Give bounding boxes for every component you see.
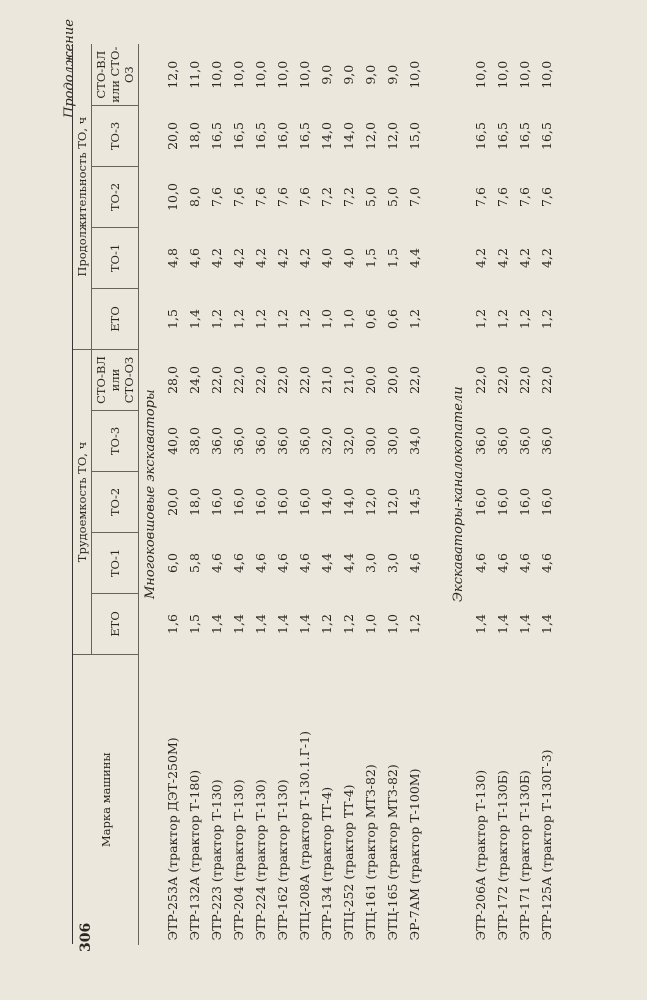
value-cell: 3,0 [362, 553, 378, 573]
value-cell: 16,0 [208, 488, 224, 516]
value-cell: 20,0 [164, 122, 180, 150]
value-cell: 14,0 [340, 488, 356, 516]
value-cell: 30,0 [362, 427, 378, 455]
value-cell: 14,0 [318, 488, 334, 516]
value-cell: 22,0 [230, 366, 246, 394]
value-cell: 1,2 [252, 309, 268, 329]
value-cell: 9,0 [362, 64, 378, 85]
value-cell: 1,0 [340, 309, 356, 329]
value-cell: 1,4 [516, 614, 532, 634]
table-row [183, 44, 205, 944]
value-cell: 36,0 [516, 427, 532, 455]
section-spacer [425, 44, 447, 944]
machine-name-cell: ЭТР-204 (трактор Т-130) [230, 779, 246, 941]
header-duration-to3: ТО-3 [92, 105, 139, 166]
value-cell: 4,6 [230, 553, 246, 573]
value-cell: 38,0 [186, 427, 202, 455]
value-cell: 10,0 [230, 60, 246, 89]
value-cell: 12,0 [384, 122, 400, 150]
value-cell: 1,2 [230, 309, 246, 329]
value-cell: 4,2 [472, 248, 488, 268]
value-cell: 10,0 [516, 60, 532, 89]
value-cell: 30,0 [384, 427, 400, 455]
table-row [205, 44, 227, 944]
machine-name-cell: ЭТЦ-252 (трактор ТТ-4) [340, 784, 356, 941]
table-row [271, 44, 293, 944]
value-cell: 18,0 [186, 488, 202, 516]
header-labor-to2: ТО-2 [92, 472, 139, 533]
value-cell: 5,0 [384, 187, 400, 207]
value-cell: 36,0 [252, 427, 268, 455]
value-cell: 1,2 [274, 309, 290, 329]
value-cell: 22,0 [494, 366, 510, 394]
value-cell: 4,2 [230, 248, 246, 268]
value-cell: 10,0 [406, 60, 422, 89]
value-cell: 4,6 [406, 553, 422, 573]
value-cell: 7,6 [252, 187, 268, 207]
value-cell: 4,4 [318, 553, 334, 573]
value-cell: 22,0 [472, 366, 488, 394]
value-cell: 1,4 [230, 614, 246, 634]
section-title-row [447, 44, 469, 944]
value-cell: 16,0 [274, 488, 290, 516]
section-title: Экскаваторы-каналокопатели [450, 386, 466, 603]
value-cell: 7,6 [516, 187, 532, 207]
machine-name-cell: ЭТР-134 (трактор ТТ-4) [318, 786, 334, 941]
machine-name-cell: ЭТР-162 (трактор Т-130) [274, 779, 290, 941]
value-cell: 4,8 [164, 248, 180, 268]
table-row [469, 44, 491, 944]
value-cell: 1,0 [318, 309, 334, 329]
value-cell: 4,2 [208, 248, 224, 268]
value-cell: 16,5 [230, 122, 246, 150]
value-cell: 10,0 [472, 60, 488, 89]
value-cell: 36,0 [274, 427, 290, 455]
value-cell: 9,0 [340, 64, 356, 85]
value-cell: 1,2 [494, 309, 510, 329]
value-cell: 1,4 [186, 309, 202, 329]
value-cell: 20,0 [164, 488, 180, 516]
value-cell: 22,0 [274, 366, 290, 394]
header-labor: Трудоемкость ТО, ч [73, 349, 92, 654]
header-labor-eto: ЕТО [92, 594, 139, 655]
value-cell: 22,0 [406, 366, 422, 394]
value-cell: 1,5 [186, 614, 202, 634]
value-cell: 16,5 [472, 122, 488, 150]
machine-name-cell: ЭТЦ-165 (трактор МТЗ-82) [384, 764, 400, 941]
value-cell: 1,2 [472, 309, 488, 329]
value-cell: 10,0 [296, 60, 312, 89]
value-cell: 16,5 [252, 122, 268, 150]
table-row [359, 44, 381, 944]
value-cell: 7,2 [318, 187, 334, 207]
value-cell: 10,0 [208, 60, 224, 89]
value-cell: 7,0 [406, 187, 422, 207]
value-cell: 1,4 [274, 614, 290, 634]
table-row [381, 44, 403, 944]
machine-name-cell: ЭТР-224 (трактор Т-130) [252, 779, 268, 941]
value-cell: 7,6 [538, 187, 554, 207]
value-cell: 16,0 [230, 488, 246, 516]
table-header [73, 44, 139, 944]
value-cell: 1,2 [340, 614, 356, 634]
value-cell: 22,0 [208, 366, 224, 394]
value-cell: 1,5 [362, 248, 378, 268]
value-cell: 1,2 [296, 309, 312, 329]
header-labor-sto: СТО-ВЛ или СТО-ОЗ [92, 349, 139, 410]
value-cell: 1,4 [472, 614, 488, 634]
value-cell: 1,4 [296, 614, 312, 634]
header-duration: Продолжительность ТО, ч [73, 44, 92, 349]
value-cell: 16,0 [252, 488, 268, 516]
table-row [513, 44, 535, 944]
value-cell: 20,0 [384, 366, 400, 394]
header-duration-sto: СТО-ВЛ или СТО-ОЗ [92, 44, 139, 105]
machine-name-cell: ЭТР-172 (трактор Т-130Б) [494, 770, 510, 941]
value-cell: 4,2 [516, 248, 532, 268]
value-cell: 4,4 [340, 553, 356, 573]
machine-name-cell: ЭТЦ-161 (трактор МТЗ-82) [362, 764, 378, 941]
value-cell: 6,0 [164, 553, 180, 573]
section-title: Многоковшовые экскаваторы [142, 389, 158, 600]
table-row [293, 44, 315, 944]
value-cell: 10,0 [274, 60, 290, 89]
value-cell: 4,2 [274, 248, 290, 268]
header-labor-to1: ТО-1 [92, 533, 139, 594]
value-cell: 34,0 [406, 427, 422, 455]
value-cell: 4,6 [274, 553, 290, 573]
value-cell: 10,0 [252, 60, 268, 89]
value-cell: 36,0 [208, 427, 224, 455]
value-cell: 36,0 [494, 427, 510, 455]
value-cell: 0,6 [362, 309, 378, 329]
value-cell: 5,8 [186, 553, 202, 573]
value-cell: 1,2 [538, 309, 554, 329]
value-cell: 10,0 [164, 183, 180, 211]
value-cell: 16,5 [538, 122, 554, 150]
value-cell: 1,2 [318, 614, 334, 634]
value-cell: 4,0 [340, 248, 356, 268]
value-cell: 22,0 [296, 366, 312, 394]
value-cell: 21,0 [318, 366, 334, 394]
table-row [403, 44, 425, 944]
value-cell: 36,0 [472, 427, 488, 455]
value-cell: 0,6 [384, 309, 400, 329]
maintenance-table [72, 44, 557, 945]
value-cell: 1,2 [208, 309, 224, 329]
value-cell: 11,0 [186, 60, 202, 89]
value-cell: 12,0 [362, 488, 378, 516]
value-cell: 4,2 [296, 248, 312, 268]
value-cell: 22,0 [252, 366, 268, 394]
value-cell: 4,2 [494, 248, 510, 268]
value-cell: 1,6 [164, 614, 180, 634]
machine-name-cell: ЭТР-171 (трактор Т-130Б) [516, 770, 532, 941]
value-cell: 10,0 [494, 60, 510, 89]
value-cell: 4,2 [252, 248, 268, 268]
value-cell: 4,6 [494, 553, 510, 573]
value-cell: 4,0 [318, 248, 334, 268]
value-cell: 7,6 [296, 187, 312, 207]
value-cell: 22,0 [538, 366, 554, 394]
header-machine: Марка машины [73, 655, 139, 945]
value-cell: 1,2 [406, 614, 422, 634]
value-cell: 1,2 [516, 309, 532, 329]
value-cell: 4,6 [208, 553, 224, 573]
value-cell: 16,5 [296, 122, 312, 150]
value-cell: 16,0 [494, 488, 510, 516]
value-cell: 7,6 [472, 187, 488, 207]
value-cell: 4,4 [406, 248, 422, 268]
table-row [491, 44, 513, 944]
value-cell: 1,4 [538, 614, 554, 634]
rotated-page-content [72, 45, 620, 945]
page-number: 306 [78, 922, 94, 952]
value-cell: 4,6 [516, 553, 532, 573]
header-duration-to2: ТО-2 [92, 166, 139, 227]
machine-name-cell: ЭТР-206А (трактор Т-130) [472, 769, 488, 941]
value-cell: 24,0 [186, 366, 202, 394]
value-cell: 16,0 [472, 488, 488, 516]
machine-name-cell: ЭР-7АМ (трактор Т-100М) [406, 768, 422, 941]
header-duration-to1: ТО-1 [92, 227, 139, 288]
value-cell: 21,0 [340, 366, 356, 394]
table-row [535, 44, 557, 944]
value-cell: 7,6 [230, 187, 246, 207]
machine-name-cell: ЭТЦ-208А (трактор Т-130.1.Г-1) [296, 731, 312, 941]
value-cell: 9,0 [318, 64, 334, 85]
value-cell: 12,0 [384, 488, 400, 516]
value-cell: 10,0 [538, 60, 554, 89]
value-cell: 1,4 [494, 614, 510, 634]
value-cell: 36,0 [538, 427, 554, 455]
value-cell: 4,6 [296, 553, 312, 573]
value-cell: 16,5 [208, 122, 224, 150]
value-cell: 16,5 [516, 122, 532, 150]
value-cell: 3,0 [384, 553, 400, 573]
value-cell: 32,0 [318, 427, 334, 455]
machine-name-cell: ЭТР-223 (трактор Т-130) [208, 779, 224, 941]
value-cell: 5,0 [362, 187, 378, 207]
value-cell: 1,0 [362, 614, 378, 634]
value-cell: 28,0 [164, 366, 180, 394]
value-cell: 16,0 [296, 488, 312, 516]
header-duration-eto: ЕТО [92, 288, 139, 349]
value-cell: 7,6 [494, 187, 510, 207]
value-cell: 4,6 [252, 553, 268, 573]
value-cell: 12,0 [362, 122, 378, 150]
value-cell: 16,5 [494, 122, 510, 150]
value-cell: 14,0 [318, 122, 334, 150]
value-cell: 1,4 [252, 614, 268, 634]
value-cell: 36,0 [296, 427, 312, 455]
table-row [249, 44, 271, 944]
value-cell: 1,2 [406, 309, 422, 329]
value-cell: 4,2 [538, 248, 554, 268]
table-row [315, 44, 337, 944]
machine-name-cell: ЭТР-253А (трактор ДЭТ-250М) [164, 737, 180, 941]
value-cell: 1,5 [384, 248, 400, 268]
continuation-label: Продолжение [62, 19, 77, 118]
table-row [337, 44, 359, 944]
value-cell: 20,0 [362, 366, 378, 394]
value-cell: 7,2 [340, 187, 356, 207]
value-cell: 15,0 [406, 122, 422, 150]
table-body [139, 44, 558, 944]
value-cell: 9,0 [384, 64, 400, 85]
value-cell: 4,6 [538, 553, 554, 573]
value-cell: 40,0 [164, 427, 180, 455]
value-cell: 12,0 [164, 60, 180, 89]
value-cell: 4,6 [472, 553, 488, 573]
value-cell: 18,0 [186, 122, 202, 150]
value-cell: 1,0 [384, 614, 400, 634]
value-cell: 8,0 [186, 187, 202, 207]
value-cell: 16,0 [538, 488, 554, 516]
value-cell: 7,6 [274, 187, 290, 207]
value-cell: 36,0 [230, 427, 246, 455]
value-cell: 1,4 [208, 614, 224, 634]
value-cell: 16,0 [516, 488, 532, 516]
machine-name-cell: ЭТР-125А (трактор Т-130Г-3) [538, 749, 554, 941]
spacer-cell [425, 44, 447, 944]
value-cell: 4,6 [186, 248, 202, 268]
value-cell: 16,0 [274, 122, 290, 150]
section-title-row [139, 44, 162, 944]
value-cell: 22,0 [516, 366, 532, 394]
value-cell: 7,6 [208, 187, 224, 207]
value-cell: 1,5 [164, 309, 180, 329]
value-cell: 14,5 [406, 488, 422, 516]
header-labor-to3: ТО-3 [92, 411, 139, 472]
table-row [161, 44, 183, 944]
table-row [227, 44, 249, 944]
value-cell: 14,0 [340, 122, 356, 150]
machine-name-cell: ЭТР-132А (трактор Т-180) [186, 769, 202, 941]
value-cell: 32,0 [340, 427, 356, 455]
